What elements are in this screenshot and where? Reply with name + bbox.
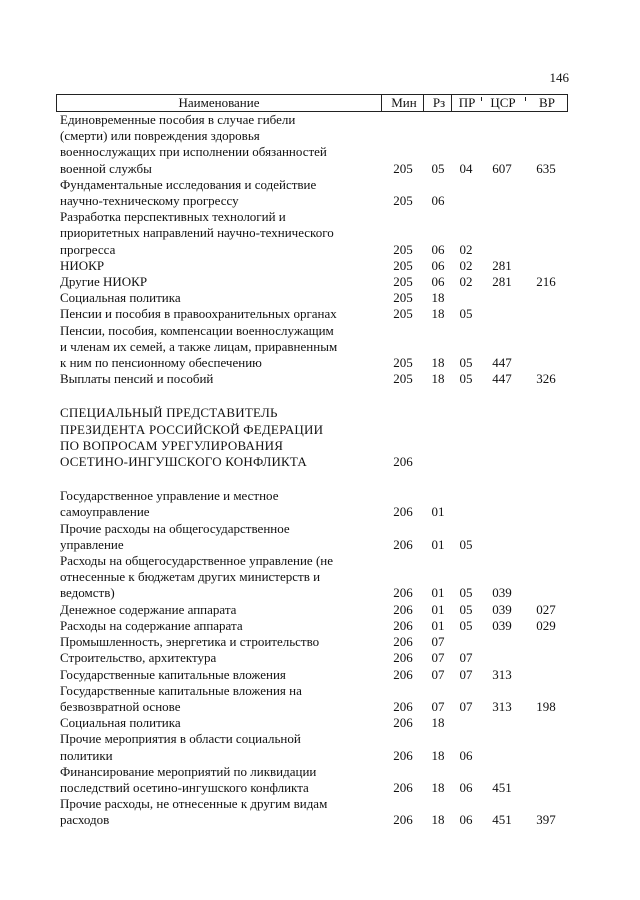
cell-min: 205 [393, 241, 413, 257]
row-name [60, 209, 380, 258]
table-row [56, 764, 568, 796]
cell-rz: 07 [431, 698, 445, 714]
cell-vr: 027 [536, 601, 556, 617]
cell-pr: 05 [459, 617, 473, 633]
cell-csr: 607 [492, 160, 512, 176]
cell-min: 206 [393, 698, 413, 714]
table-row [56, 650, 568, 666]
row-name-line: Государственное управление и местное [60, 488, 279, 504]
cell-rz: 01 [431, 536, 445, 552]
cell-csr: 451 [492, 812, 512, 828]
header-rz: Рз [432, 95, 446, 110]
cell-min: 206 [393, 650, 413, 666]
row-name-line: Промышленность, энергетика и строительство [60, 634, 320, 650]
cell-pr: 05 [459, 536, 473, 552]
row-name [60, 602, 380, 618]
table-row [56, 731, 568, 763]
cell-rz: 18 [431, 747, 445, 763]
table-row [56, 274, 568, 290]
cell-csr: 281 [492, 257, 512, 273]
row-name-line: и членам их семей, а также лицам, приравненным [60, 338, 338, 354]
cell-vr: 198 [536, 698, 556, 714]
cell-min: 206 [393, 536, 413, 552]
cell-csr: 313 [492, 666, 512, 682]
row-name-line: отнесенные к бюджетам других министерств и [60, 569, 321, 585]
table-row [56, 634, 568, 650]
row-name [60, 290, 380, 306]
row-name-line: ПРЕЗИДЕНТА РОССИЙСКОЙ ФЕДЕРАЦИИ [60, 421, 324, 437]
cell-min: 205 [393, 306, 413, 322]
row-name [60, 488, 380, 520]
table-row [56, 306, 568, 322]
cell-min: 206 [393, 666, 413, 682]
cell-min: 206 [393, 617, 413, 633]
row-name-line: Прочие мероприятия в области социальной [60, 731, 301, 747]
row-name-line: Строительство, архитектура [60, 650, 217, 666]
row-name-line: военнослужащих при исполнении обязанностей [60, 144, 327, 160]
cell-pr: 05 [459, 585, 473, 601]
header-divider [423, 95, 424, 111]
cell-vr: 216 [536, 274, 556, 290]
row-name-line: управление [60, 536, 124, 552]
cell-csr: 447 [492, 371, 512, 387]
cell-vr: 326 [536, 371, 556, 387]
header-divider [451, 95, 452, 111]
cell-min: 206 [393, 779, 413, 795]
table-row [56, 618, 568, 634]
row-name-line: ПО ВОПРОСАМ УРЕГУЛИРОВАНИЯ [60, 437, 284, 453]
table-body [56, 112, 568, 829]
row-name-line: научно-техническому прогрессу [60, 193, 239, 209]
row-name-line: НИОКР [60, 257, 105, 273]
table-row [56, 796, 568, 828]
cell-rz: 01 [431, 601, 445, 617]
row-name [60, 112, 380, 177]
row-name-line: безвозвратной основе [60, 698, 181, 714]
row-name-line: Денежное содержание аппарата [60, 601, 237, 617]
cell-min: 205 [393, 257, 413, 273]
table-row [56, 488, 568, 520]
cell-pr: 06 [459, 747, 473, 763]
cell-vr: 397 [536, 812, 556, 828]
cell-pr: 05 [459, 306, 473, 322]
table-row [56, 602, 568, 618]
cell-min: 205 [393, 274, 413, 290]
row-name-line: Социальная политика [60, 715, 181, 731]
row-name-line: Пенсии, пособия, компенсации военнослужащим [60, 322, 334, 338]
table-row [56, 553, 568, 602]
row-name [60, 274, 380, 290]
row-name [60, 764, 380, 796]
header-divider [381, 95, 382, 111]
row-name [60, 177, 380, 209]
cell-rz: 18 [431, 779, 445, 795]
row-name-line: Прочие расходы, не отнесенные к другим видам [60, 796, 328, 812]
row-name-line: ведомств) [60, 585, 115, 601]
cell-pr: 05 [459, 355, 473, 371]
cell-rz: 06 [431, 274, 445, 290]
row-name-line: СПЕЦИАЛЬНЫЙ ПРЕДСТАВИТЕЛЬ [60, 405, 278, 421]
table-row [56, 521, 568, 553]
row-name-line: расходов [60, 812, 110, 828]
row-name-line: Государственные капитальные вложения [60, 666, 286, 682]
cell-rz: 18 [431, 715, 445, 731]
cell-rz: 01 [431, 504, 445, 520]
table-row [56, 715, 568, 731]
cell-csr: 313 [492, 698, 512, 714]
cell-rz: 07 [431, 666, 445, 682]
row-gap [56, 470, 568, 488]
cell-min: 205 [393, 371, 413, 387]
row-name [60, 521, 380, 553]
cell-rz: 18 [431, 355, 445, 371]
row-name-line: самоуправление [60, 504, 150, 520]
cell-rz: 07 [431, 634, 445, 650]
cell-min: 206 [393, 504, 413, 520]
cell-min: 205 [393, 355, 413, 371]
cell-pr: 05 [459, 601, 473, 617]
row-name [60, 650, 380, 666]
row-name [60, 667, 380, 683]
row-name-line: к ним по пенсионному обеспечению [60, 355, 262, 371]
header-min: Мин [391, 95, 417, 110]
cell-min: 206 [393, 585, 413, 601]
row-name-line: Выплаты пенсий и пособий [60, 371, 214, 387]
row-name-line: военной службы [60, 160, 152, 176]
row-name [60, 796, 380, 828]
cell-pr: 07 [459, 650, 473, 666]
cell-pr: 07 [459, 698, 473, 714]
cell-min: 206 [393, 634, 413, 650]
row-name-line: Расходы на общегосударственное управление (не [60, 553, 334, 569]
cell-min: 206 [393, 747, 413, 763]
row-name [60, 731, 380, 763]
row-name [60, 618, 380, 634]
cell-csr: 281 [492, 274, 512, 290]
row-name-line: (смерти) или повреждения здоровья [60, 128, 260, 144]
row-name-line: Расходы на содержание аппарата [60, 617, 243, 633]
row-name [60, 553, 380, 602]
header-vr: ВР [539, 95, 555, 110]
row-name-line: Прочие расходы на общегосударственное [60, 520, 290, 536]
table-row [56, 371, 568, 387]
table-row [56, 290, 568, 306]
cell-rz: 18 [431, 812, 445, 828]
budget-table [56, 94, 568, 829]
row-name-line: Пенсии и пособия в правоохранительных органах [60, 306, 337, 322]
cell-rz: 18 [431, 371, 445, 387]
row-name-line: Разработка перспективных технологий и [60, 209, 286, 225]
row-name [60, 634, 380, 650]
cell-rz: 06 [431, 257, 445, 273]
cell-rz: 18 [431, 290, 445, 306]
cell-rz: 06 [431, 193, 445, 209]
table-row [56, 209, 568, 258]
cell-pr: 07 [459, 666, 473, 682]
row-name-line: политики [60, 747, 113, 763]
table-row [56, 683, 568, 715]
cell-pr: 05 [459, 371, 473, 387]
table-row [56, 667, 568, 683]
cell-min: 205 [393, 290, 413, 306]
cell-min: 206 [393, 454, 413, 470]
row-name-line: прогресса [60, 241, 116, 257]
cell-vr: 635 [536, 160, 556, 176]
cell-min: 206 [393, 812, 413, 828]
cell-min: 205 [393, 160, 413, 176]
cell-csr: 039 [492, 585, 512, 601]
cell-rz: 07 [431, 650, 445, 666]
cell-rz: 01 [431, 617, 445, 633]
row-name-line: Финансирование мероприятий по ликвидации [60, 763, 317, 779]
cell-pr: 04 [459, 160, 473, 176]
header-name: Наименование [178, 95, 260, 110]
row-name-line: Государственные капитальные вложения на [60, 682, 302, 698]
cell-csr: 039 [492, 617, 512, 633]
cell-min: 205 [393, 193, 413, 209]
cell-rz: 01 [431, 585, 445, 601]
cell-csr: 447 [492, 355, 512, 371]
row-name-line: Социальная политика [60, 290, 181, 306]
row-name-line: ОСЕТИНО-ИНГУШСКОГО КОНФЛИКТА [60, 454, 308, 470]
table-row [56, 405, 568, 470]
cell-rz: 06 [431, 241, 445, 257]
table-row [56, 258, 568, 274]
table-row [56, 112, 568, 177]
row-name [60, 323, 380, 372]
header-pr: ПР [458, 95, 476, 110]
row-gap [56, 387, 568, 405]
cell-min: 206 [393, 715, 413, 731]
cell-pr: 02 [459, 241, 473, 257]
row-name [60, 306, 380, 322]
cell-pr: 06 [459, 812, 473, 828]
table-row [56, 177, 568, 209]
cell-pr: 06 [459, 779, 473, 795]
page-number: 146 [549, 70, 569, 85]
row-name-line: Другие НИОКР [60, 274, 148, 290]
row-name-line: последствий осетино-ингушского конфликта [60, 779, 309, 795]
row-name-line: Фундаментальные исследования и содействие [60, 176, 317, 192]
cell-min: 206 [393, 601, 413, 617]
cell-pr: 02 [459, 274, 473, 290]
row-name [60, 405, 380, 470]
row-name [60, 371, 380, 387]
cell-rz: 18 [431, 306, 445, 322]
row-name-line: Единовременные пособия в случае гибели [60, 112, 296, 127]
row-name [60, 683, 380, 715]
row-name-line: приоритетных направлений научно-технического [60, 225, 334, 241]
cell-csr: 039 [492, 601, 512, 617]
cell-vr: 029 [536, 617, 556, 633]
cell-pr: 02 [459, 257, 473, 273]
table-row [56, 323, 568, 372]
header-tick [525, 97, 526, 101]
cell-rz: 05 [431, 160, 445, 176]
table-header [56, 94, 568, 112]
cell-csr: 451 [492, 779, 512, 795]
header-csr: ЦСР [490, 95, 516, 110]
row-name [60, 258, 380, 274]
row-name [60, 715, 380, 731]
